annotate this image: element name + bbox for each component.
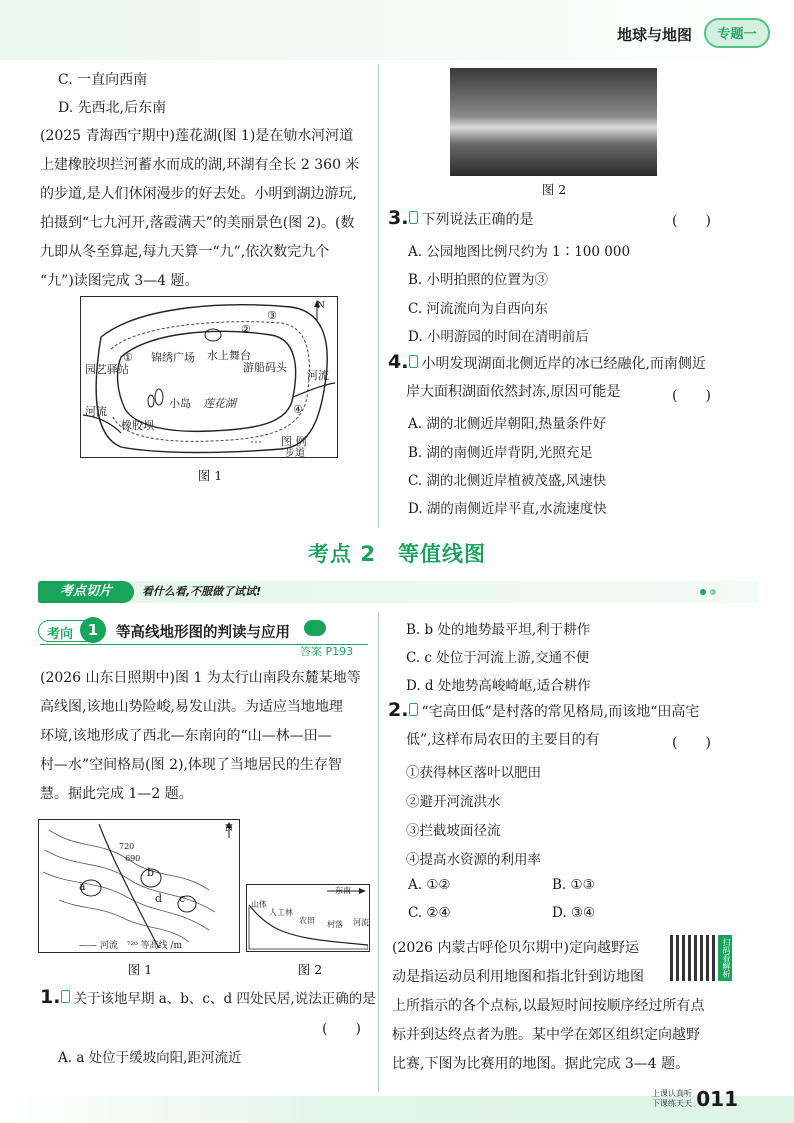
legend-trail: 步道 [285, 448, 305, 459]
point-b-label: b [147, 866, 155, 879]
passage-line: 上建橡胶坝拦河蓄水而成的湖,环湖有全长 2 360 米 [40, 157, 360, 173]
question-stem-cont: 岸大面积湖面依然封冻,原因可能是 [406, 384, 621, 400]
option-c: C. c 处位于河流上游,交通不便 [406, 650, 590, 666]
island-label: 小岛 [169, 397, 191, 410]
passage-line: 慧。据此完成 1—2 题。 [40, 786, 193, 802]
lake-map-figure [80, 296, 338, 458]
statement-3: ③拦截坡面径流 [406, 823, 501, 839]
question-number: 4. [388, 351, 409, 373]
question-stem: 小明发现湖面北侧近岸的冰已经融化,而南侧近 [421, 356, 706, 372]
choice-b: B. ①③ [552, 877, 595, 893]
passage-line: 标并到达终点者为胜。某中学在郊区组织定向越野 [392, 1027, 700, 1043]
point-4-label: ④ [293, 403, 303, 416]
figure-2-caption: 图 2 [541, 182, 567, 197]
option-b: B. 湖的南侧近岸背阴,光照充足 [408, 445, 593, 461]
point-a-label: a [79, 880, 86, 893]
river-label-west: 河流 [85, 405, 107, 418]
question-4 [388, 350, 706, 378]
option-d: D. 小明游园的时间在清明前后 [408, 329, 589, 345]
forest-label: 人工林 [269, 908, 293, 917]
section-title: 考点 2 等值线图 [308, 542, 486, 566]
contour-drawing [39, 820, 238, 951]
point-d-label: d [155, 892, 163, 905]
village-label: 村落 [327, 920, 343, 929]
sunset-photo [450, 68, 657, 176]
point-2-label: ② [241, 323, 251, 336]
passage-line: 高线图,该地山势险峻,易发山洪。为适应当地地理 [40, 699, 343, 715]
choice-c: C. ②④ [408, 905, 451, 921]
farmland-label: 农田 [299, 916, 315, 925]
boat-dock-label: 游船码头 [243, 361, 287, 374]
option-a: A. a 处位于缓坡向阳,距河流近 [58, 1050, 242, 1066]
direction-label: 东南 [335, 886, 351, 895]
question-stem: “宅高田低”是村落的常见格局,而该地“田高宅 [421, 704, 700, 720]
passage-line: 拍摄到“七九河开,落霞满天”的美丽景色(图 2)。(数 [40, 215, 355, 231]
option-a: A. 公园地图比例尺约为 1∶100 000 [408, 244, 631, 260]
option-a: A. 湖的北侧近岸朝阳,热量条件好 [408, 416, 607, 432]
footer-note-line: 上课认真听 [652, 1089, 692, 1098]
footer-note-line: 下课练天天 [652, 1099, 692, 1108]
choice-a: A. ①② [408, 877, 451, 893]
question-number: 1. [40, 986, 61, 1008]
contour-map-figure [38, 819, 240, 953]
dot-icon [700, 589, 706, 595]
point-c-label: c [179, 892, 186, 905]
passage-line: (2025 青海西宁期中)莲花湖(图 1)是在劬水河河道 [40, 128, 354, 144]
option-d-prev: D. 先西北,后东南 [58, 100, 167, 116]
doc-icon [409, 211, 418, 224]
point-3-label: ③ [267, 309, 277, 322]
doc-icon [409, 355, 418, 368]
passage-line: “九”)读图完成 3—4 题。 [40, 273, 199, 289]
qr-badge: 扫码看解析 [718, 935, 732, 981]
contour-caption: 图 1 [127, 962, 153, 977]
answer-blank[interactable]: ( ) [672, 735, 711, 751]
option-b: B. 小明拍照的位置为③ [408, 272, 549, 288]
section-pill: 考点切片 [38, 581, 134, 603]
question-3 [388, 206, 533, 234]
option-c-prev: C. 一直向西南 [58, 72, 148, 88]
page-number: 011 [696, 1087, 738, 1111]
answer-blank[interactable]: ( ) [322, 1021, 361, 1037]
question-stem: 关于该地早期 a、b、c、d 四处民居,说法正确的是 [73, 991, 376, 1007]
question-1 [40, 986, 376, 1008]
option-c: C. 湖的北侧近岸植被茂盛,风速快 [408, 473, 607, 489]
column-divider [378, 64, 379, 528]
north-label: N [225, 824, 233, 834]
question-number: 3. [388, 207, 409, 229]
river-label: 河流 [353, 918, 369, 927]
chapter-title: 地球与地图 [616, 26, 692, 44]
question-stem: 下列说法正确的是 [421, 212, 534, 228]
passage-line: (2026 内蒙古呼伦贝尔期中)定向越野运 [392, 940, 640, 956]
option-c: C. 河流流向为自西向东 [408, 301, 548, 317]
doc-icon [409, 703, 418, 716]
point-1-label: ① [123, 351, 133, 364]
column-divider [378, 612, 379, 1092]
statement-1: ①获得林区落叶以肥田 [406, 765, 541, 781]
option-d: D. d 处地势高峻崎岖,适合耕作 [406, 678, 591, 694]
contour-720-label: 720 [119, 842, 135, 851]
river-label-east: 河流 [307, 369, 329, 382]
dam-label: 橡胶坝 [121, 419, 154, 432]
question-stem-cont: 低”,这样布局农田的主要目的有 [406, 732, 600, 748]
answer-page-link[interactable]: 答案 P193 [300, 645, 354, 658]
dot-icon [710, 589, 716, 595]
lake-name-label: 莲花湖 [203, 397, 236, 410]
legend-title: 图 例 [281, 435, 307, 448]
footer-note [652, 1089, 692, 1109]
leaf-icon [304, 620, 326, 636]
statement-2: ②避开河流洪水 [406, 794, 501, 810]
choice-d: D. ③④ [552, 905, 596, 921]
passage-line: 的步道,是人们休闲漫步的好去处。小明到湖边游玩, [40, 186, 357, 202]
passage-line: 上所指示的各个点标,以最短时间按顺序经过所有点 [392, 998, 705, 1014]
contour-690-label: 690 [125, 854, 141, 863]
contour-legend: —— 河流 ⁷²⁰ 等高线 /m [79, 941, 182, 951]
question-2 [388, 698, 699, 726]
passage-line: 环境,该地形成了西北—东南向的“山—林—田— [40, 728, 332, 744]
answer-blank[interactable]: ( ) [672, 213, 711, 229]
direction-label: 考向 [47, 627, 74, 642]
north-label: N [317, 301, 325, 311]
mountain-label: 山体 [251, 900, 267, 909]
passage-line: 比赛,下图为比赛用的地图。据此完成 3—4 题。 [392, 1056, 690, 1072]
answer-blank[interactable]: ( ) [672, 388, 711, 404]
garden-station-label: 园艺驿站 [85, 363, 129, 376]
statement-4: ④提高水资源的利用率 [406, 852, 541, 868]
qr-code-icon[interactable] [670, 935, 716, 981]
stage-label: 水上舞台 [207, 349, 251, 362]
profile-figure [246, 884, 370, 952]
passage-line: (2026 山东日照期中)图 1 为太行山南段东麓某地等 [40, 670, 361, 686]
passage-line: 九即从冬至算起,每九天算一“九”,依次数完九个 [40, 244, 330, 260]
topic-tag: 专题一 [704, 18, 770, 48]
figure-1-caption: 图 1 [197, 468, 223, 483]
doc-icon [61, 990, 70, 1003]
section-slogan: 看什么看,不服做了试试! [142, 585, 262, 598]
question-number: 2. [388, 699, 409, 721]
passage-line: 村—水”空间格局(图 2),体现了当地居民的生存智 [40, 757, 342, 773]
passage-line: 动是指运动员利用地图和指北针到访地图 [392, 969, 644, 985]
option-d: D. 湖的南侧近岸平直,水流速度快 [408, 501, 607, 517]
square-label: 锦绣广场 [151, 351, 195, 364]
direction-number: 1 [80, 617, 106, 643]
profile-caption: 图 2 [297, 962, 323, 977]
direction-title: 等高线地形图的判读与应用 [116, 625, 290, 641]
option-b: B. b 处的地势最平坦,利于耕作 [406, 622, 591, 638]
